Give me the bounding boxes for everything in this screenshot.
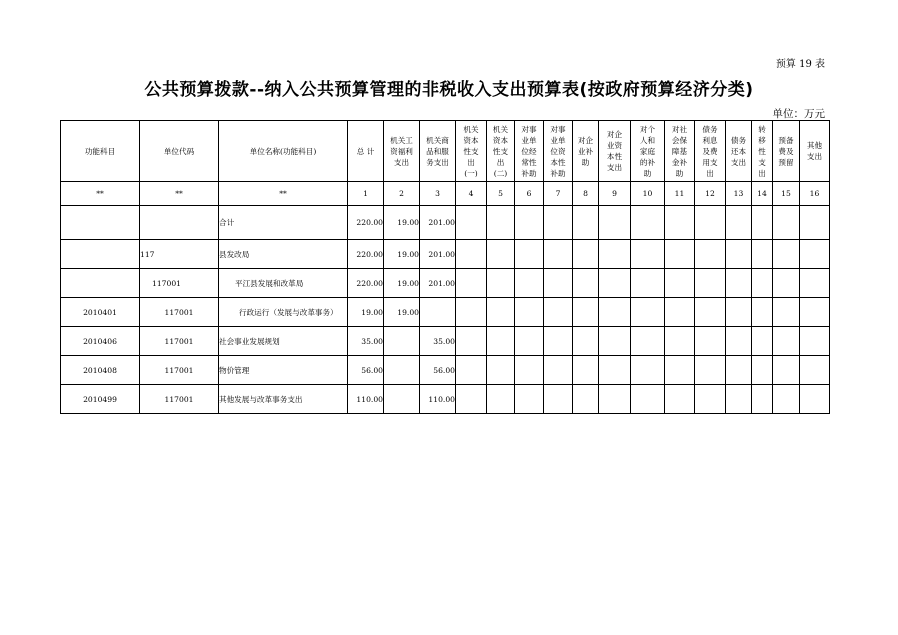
empty-cell — [773, 385, 800, 414]
empty-cell — [695, 356, 726, 385]
empty-cell — [773, 356, 800, 385]
empty-cell — [752, 269, 773, 298]
index-cell: 12 — [695, 182, 726, 206]
col-header-total: 总 计 — [348, 121, 384, 182]
col3-cell: 201.00 — [420, 269, 456, 298]
col-header-3: 机关商品和服务支出 — [420, 121, 456, 182]
empty-cell — [726, 327, 752, 356]
empty-cell — [726, 269, 752, 298]
empty-cell — [665, 240, 695, 269]
empty-cell — [573, 298, 599, 327]
index-cell: 6 — [515, 182, 544, 206]
total-cell: 35.00 — [348, 327, 384, 356]
empty-cell — [487, 240, 515, 269]
index-cell: 1 — [348, 182, 384, 206]
empty-cell — [456, 327, 487, 356]
empty-cell — [752, 356, 773, 385]
col3-cell: 201.00 — [420, 240, 456, 269]
empty-cell — [544, 327, 573, 356]
empty-cell — [515, 206, 544, 240]
empty-cell — [752, 298, 773, 327]
col-header-6: 对事业单位经常性补助 — [515, 121, 544, 182]
empty-cell — [599, 385, 631, 414]
col3-cell: 110.00 — [420, 385, 456, 414]
empty-cell — [773, 269, 800, 298]
index-cell: 9 — [599, 182, 631, 206]
empty-cell — [800, 327, 830, 356]
col-header-8: 对企业补助 — [573, 121, 599, 182]
table-row — [61, 327, 830, 356]
empty-cell — [665, 269, 695, 298]
total-cell: 220.00 — [348, 240, 384, 269]
empty-cell — [573, 240, 599, 269]
empty-cell — [515, 385, 544, 414]
col3-cell: 201.00 — [420, 206, 456, 240]
unit-code-cell: 117 — [140, 240, 219, 269]
empty-cell — [487, 356, 515, 385]
col3-cell: 56.00 — [420, 356, 456, 385]
table-row — [61, 356, 830, 385]
empty-cell — [599, 269, 631, 298]
index-cell: 11 — [665, 182, 695, 206]
empty-cell — [544, 298, 573, 327]
empty-cell — [599, 298, 631, 327]
table-row — [61, 240, 830, 269]
empty-cell — [726, 240, 752, 269]
col2-cell: 19.00 — [384, 206, 420, 240]
col-header-13: 债务还本支出 — [726, 121, 752, 182]
empty-cell — [800, 240, 830, 269]
col-header-12: 债务利息及费用支出 — [695, 121, 726, 182]
empty-cell — [456, 206, 487, 240]
index-cell: ** — [61, 182, 140, 206]
empty-cell — [573, 327, 599, 356]
unit-name-cell: 行政运行（发展与改革事务） — [219, 298, 348, 327]
col-header-9: 对企业资本性支出 — [599, 121, 631, 182]
empty-cell — [573, 356, 599, 385]
empty-cell — [631, 240, 665, 269]
unit-label: 单位：万元 — [772, 108, 825, 120]
empty-cell — [599, 206, 631, 240]
index-cell: 13 — [726, 182, 752, 206]
empty-cell — [456, 240, 487, 269]
header-row — [61, 121, 830, 182]
col3-cell: 35.00 — [420, 327, 456, 356]
empty-cell — [752, 240, 773, 269]
empty-cell — [487, 327, 515, 356]
function-code-cell — [61, 206, 140, 240]
empty-cell — [631, 298, 665, 327]
empty-cell — [544, 356, 573, 385]
index-cell: ** — [140, 182, 219, 206]
empty-cell — [631, 356, 665, 385]
index-cell: 16 — [800, 182, 830, 206]
empty-cell — [599, 356, 631, 385]
index-cell: 8 — [573, 182, 599, 206]
table-row — [61, 298, 830, 327]
col-header-5: 机关资本性支出(二) — [487, 121, 515, 182]
unit-code-cell: 117001 — [140, 385, 219, 414]
col3-cell — [420, 298, 456, 327]
total-cell: 220.00 — [348, 269, 384, 298]
unit-code-cell — [140, 206, 219, 240]
empty-cell — [487, 298, 515, 327]
empty-cell — [752, 206, 773, 240]
function-code-cell: 2010401 — [61, 298, 140, 327]
empty-cell — [665, 298, 695, 327]
empty-cell — [800, 206, 830, 240]
col-header-2: 机关工资福利支出 — [384, 121, 420, 182]
col2-cell — [384, 327, 420, 356]
function-code-cell: 2010499 — [61, 385, 140, 414]
empty-cell — [695, 206, 726, 240]
empty-cell — [631, 206, 665, 240]
col-header-unit-code: 单位代码 — [140, 121, 219, 182]
unit-name-cell: 物价管理 — [219, 356, 348, 385]
empty-cell — [456, 385, 487, 414]
unit-name-cell: 其他发展与改革事务支出 — [219, 385, 348, 414]
unit-code-cell: 117001 — [140, 298, 219, 327]
empty-cell — [695, 327, 726, 356]
index-cell: 4 — [456, 182, 487, 206]
empty-cell — [573, 206, 599, 240]
empty-cell — [515, 327, 544, 356]
unit-code-cell: 117001 — [140, 356, 219, 385]
empty-cell — [726, 356, 752, 385]
col2-cell — [384, 385, 420, 414]
total-cell: 220.00 — [348, 206, 384, 240]
index-cell: 3 — [420, 182, 456, 206]
empty-cell — [773, 240, 800, 269]
empty-cell — [544, 385, 573, 414]
index-cell: 14 — [752, 182, 773, 206]
empty-cell — [544, 240, 573, 269]
empty-cell — [573, 269, 599, 298]
total-cell: 56.00 — [348, 356, 384, 385]
empty-cell — [599, 240, 631, 269]
empty-cell — [800, 385, 830, 414]
unit-name-cell: 社会事业发展规划 — [219, 327, 348, 356]
empty-cell — [544, 269, 573, 298]
empty-cell — [695, 298, 726, 327]
empty-cell — [456, 356, 487, 385]
col-header-function: 功能科目 — [61, 121, 140, 182]
table-row — [61, 269, 830, 298]
function-code-cell — [61, 240, 140, 269]
empty-cell — [695, 269, 726, 298]
empty-cell — [800, 269, 830, 298]
empty-cell — [573, 385, 599, 414]
empty-cell — [515, 298, 544, 327]
empty-cell — [773, 206, 800, 240]
function-code-cell: 2010408 — [61, 356, 140, 385]
unit-name-cell: 平江县发展和改革局 — [219, 269, 348, 298]
unit-code-cell: 117001 — [140, 327, 219, 356]
page-title: 公共预算拨款--纳入公共预算管理的非税收入支出预算表(按政府预算经济分类) — [144, 80, 754, 100]
empty-cell — [599, 327, 631, 356]
budget-table — [60, 120, 830, 414]
index-cell: 10 — [631, 182, 665, 206]
col-header-14: 转移性支出 — [752, 121, 773, 182]
col-header-4: 机关资本性支出(一) — [456, 121, 487, 182]
col2-cell — [384, 356, 420, 385]
index-cell: ** — [219, 182, 348, 206]
index-cell: 5 — [487, 182, 515, 206]
empty-cell — [752, 327, 773, 356]
col2-cell: 19.00 — [384, 269, 420, 298]
form-number: 预算 19 表 — [775, 59, 825, 70]
unit-name-cell: 县发改局 — [219, 240, 348, 269]
col-header-10: 对个人和家庭的补助 — [631, 121, 665, 182]
col-header-unit-name: 单位名称(功能科目) — [219, 121, 348, 182]
empty-cell — [487, 206, 515, 240]
empty-cell — [800, 356, 830, 385]
empty-cell — [695, 385, 726, 414]
empty-cell — [800, 298, 830, 327]
col-header-15: 预备费及预留 — [773, 121, 800, 182]
total-cell: 110.00 — [348, 385, 384, 414]
empty-cell — [544, 206, 573, 240]
table-row — [61, 206, 830, 240]
empty-cell — [631, 327, 665, 356]
index-cell: 7 — [544, 182, 573, 206]
index-cell: 2 — [384, 182, 420, 206]
index-row — [61, 182, 830, 206]
empty-cell — [515, 269, 544, 298]
col-header-16: 其他支出 — [800, 121, 830, 182]
empty-cell — [773, 327, 800, 356]
unit-name-cell: 合计 — [219, 206, 348, 240]
empty-cell — [726, 298, 752, 327]
empty-cell — [456, 298, 487, 327]
function-code-cell: 2010406 — [61, 327, 140, 356]
empty-cell — [515, 240, 544, 269]
col2-cell: 19.00 — [384, 298, 420, 327]
empty-cell — [665, 356, 695, 385]
function-code-cell — [61, 269, 140, 298]
empty-cell — [773, 298, 800, 327]
empty-cell — [726, 206, 752, 240]
empty-cell — [695, 240, 726, 269]
empty-cell — [752, 385, 773, 414]
empty-cell — [726, 385, 752, 414]
unit-code-cell: 117001 — [140, 269, 219, 298]
table-row — [61, 385, 830, 414]
empty-cell — [631, 269, 665, 298]
col-header-11: 对社会保障基金补助 — [665, 121, 695, 182]
index-cell: 15 — [773, 182, 800, 206]
col-header-7: 对事业单位资本性补助 — [544, 121, 573, 182]
empty-cell — [487, 269, 515, 298]
empty-cell — [515, 356, 544, 385]
total-cell: 19.00 — [348, 298, 384, 327]
empty-cell — [487, 385, 515, 414]
empty-cell — [456, 269, 487, 298]
empty-cell — [665, 206, 695, 240]
empty-cell — [665, 327, 695, 356]
empty-cell — [665, 385, 695, 414]
col2-cell: 19.00 — [384, 240, 420, 269]
empty-cell — [631, 385, 665, 414]
